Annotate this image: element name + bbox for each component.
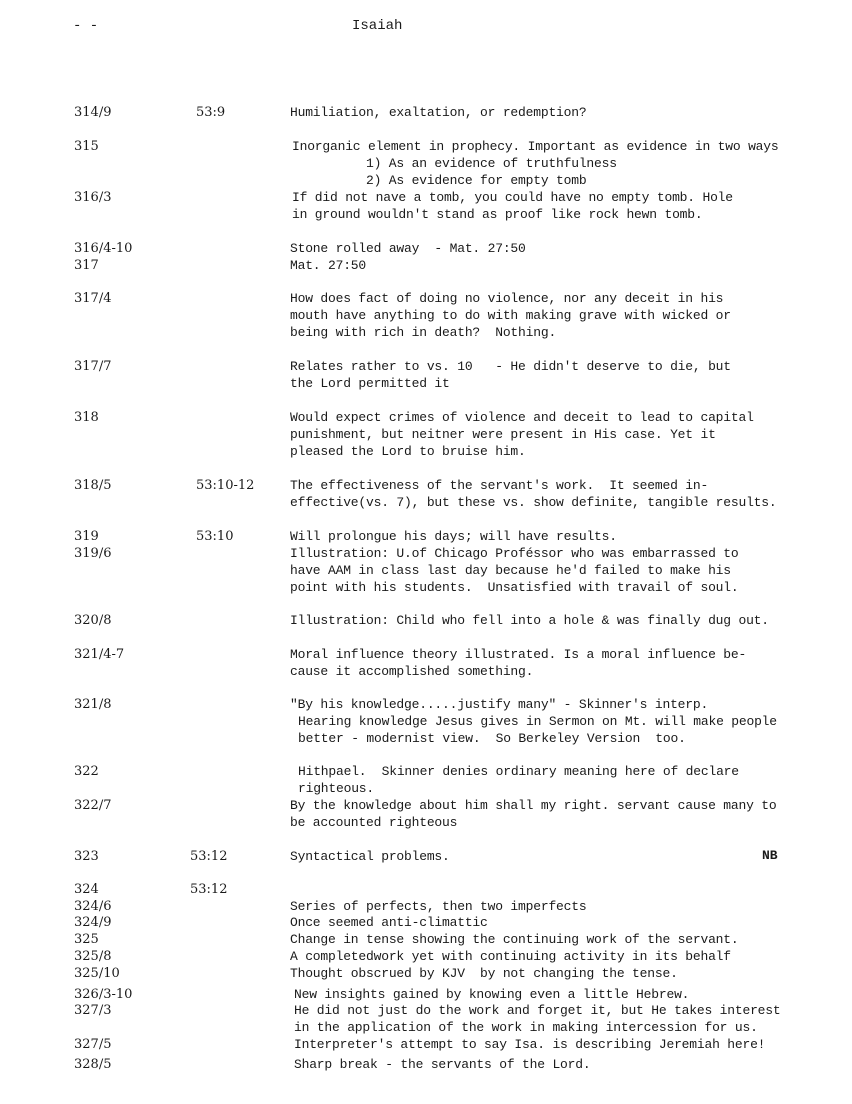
page-title: Isaiah: [352, 18, 403, 34]
ref: 325: [74, 932, 99, 947]
ref: 318/5: [74, 478, 112, 493]
note-line: 1) As an evidence of truthfulness: [366, 156, 617, 171]
ref: 322: [74, 764, 99, 779]
ref: 324: [74, 882, 99, 897]
note-line: Hearing knowledge Jesus gives in Sermon on Mt. will make people: [298, 714, 777, 729]
note-line: Once seemed anti-climattic: [290, 915, 488, 930]
ref: 316/3: [74, 190, 112, 205]
verse: 53:12: [190, 849, 228, 864]
note-line: Will prolongue his days; will have results.: [290, 529, 617, 544]
ref: 314/9: [74, 105, 112, 120]
ref: 328/5: [74, 1057, 112, 1072]
ref: 324/6: [74, 899, 112, 914]
note-line: Change in tense showing the continuing work of the servant.: [290, 932, 739, 947]
ref: 318: [74, 410, 99, 425]
note-line: have AAM in class last day because he'd failed to make his: [290, 563, 731, 578]
note-line: Relates rather to vs. 10 - He didn't deserve to die, but: [290, 359, 731, 374]
ref: 320/8: [74, 613, 112, 628]
note-line: Illustration: U.of Chicago Proféssor who was embarrassed to: [290, 546, 739, 561]
verse: 53:12: [190, 882, 228, 897]
note-line: Sharp break - the servants of the Lord.: [294, 1057, 591, 1072]
note-line: Hithpael. Skinner denies ordinary meaning here of declare: [298, 764, 739, 779]
note-line: If did not nave a tomb, you could have no empty tomb. Hole: [292, 190, 733, 205]
note-line: How does fact of doing no violence, nor any deceit in his: [290, 291, 724, 306]
ref: 321/8: [74, 697, 112, 712]
ref: 325/8: [74, 949, 112, 964]
note-line: cause it accomplished something.: [290, 664, 534, 679]
ref: 325/10: [74, 966, 120, 981]
note-line: pleased the Lord to bruise him.: [290, 444, 526, 459]
ref: 317: [74, 258, 99, 273]
header-mark: - -: [73, 18, 99, 34]
note-line: Humiliation, exaltation, or redemption?: [290, 105, 587, 120]
note-line: 2) As evidence for empty tomb: [366, 173, 587, 188]
ref: 322/7: [74, 798, 112, 813]
ref: 316/4-10: [74, 241, 133, 256]
note-line: New insights gained by knowing even a little Hebrew.: [294, 987, 690, 1002]
note-line: be accounted righteous: [290, 815, 458, 830]
note-line: the Lord permitted it: [290, 376, 450, 391]
ref: 319: [74, 529, 99, 544]
note-line: punishment, but neitner were present in His case. Yet it: [290, 427, 716, 442]
note-line: being with rich in death? Nothing.: [290, 325, 557, 340]
ref: 323: [74, 849, 99, 864]
ref: 326/3-10: [74, 987, 133, 1002]
note-line: Series of perfects, then two imperfects: [290, 899, 587, 914]
note-line: The effectiveness of the servant's work. It seemed in-: [290, 478, 709, 493]
ref: 321/4-7: [74, 647, 125, 662]
note-line: By the knowledge about him shall my right. servant cause many to: [290, 798, 777, 813]
ref: 319/6: [74, 546, 112, 561]
note-line: Would expect crimes of violence and deceit to lead to capital: [290, 410, 754, 425]
note-line: "By his knowledge.....justify many" - Skinner's interp.: [290, 697, 709, 712]
note-line: Mat. 27:50: [290, 258, 367, 273]
note-line: Stone rolled away - Mat. 27:50: [290, 241, 526, 256]
verse: 53:10: [196, 529, 234, 544]
note-line: Interpreter's attempt to say Isa. is describing Jeremiah here!: [294, 1037, 766, 1052]
verse: 53:10-12: [196, 478, 255, 493]
note-line: righteous.: [298, 781, 375, 796]
ref: 324/9: [74, 915, 112, 930]
ref: 327/3: [74, 1003, 112, 1018]
nb-mark: NB: [762, 848, 778, 863]
ref: 317/4: [74, 291, 112, 306]
note-line: effective(vs. 7), but these vs. show definite, tangible results.: [290, 495, 777, 510]
note-line: in ground wouldn't stand as proof like rock hewn tomb.: [292, 207, 703, 222]
ref: 327/5: [74, 1037, 112, 1052]
note-line: Moral influence theory illustrated. Is a moral influence be-: [290, 647, 747, 662]
note-line: in the application of the work in making intercession for us.: [294, 1020, 758, 1035]
note-line: point with his students. Unsatisfied with travail of soul.: [290, 580, 739, 595]
note-line: Thought obscrued by KJV by not changing the tense.: [290, 966, 678, 981]
note-line: mouth have anything to do with making grave with wicked or: [290, 308, 731, 323]
note-line: Syntactical problems.: [290, 849, 450, 864]
verse: 53:9: [196, 105, 226, 120]
note-line: Illustration: Child who fell into a hole & was finally dug out.: [290, 613, 769, 628]
ref: 317/7: [74, 359, 112, 374]
note-line: He did not just do the work and forget it, but He takes interest: [294, 1003, 781, 1018]
note-line: better - modernist view. So Berkeley Version too.: [298, 731, 686, 746]
ref: 315: [74, 139, 99, 154]
note-line: A completedwork yet with continuing activity in its behalf: [290, 949, 731, 964]
note-line: Inorganic element in prophecy. Important as evidence in two ways: [292, 139, 779, 154]
